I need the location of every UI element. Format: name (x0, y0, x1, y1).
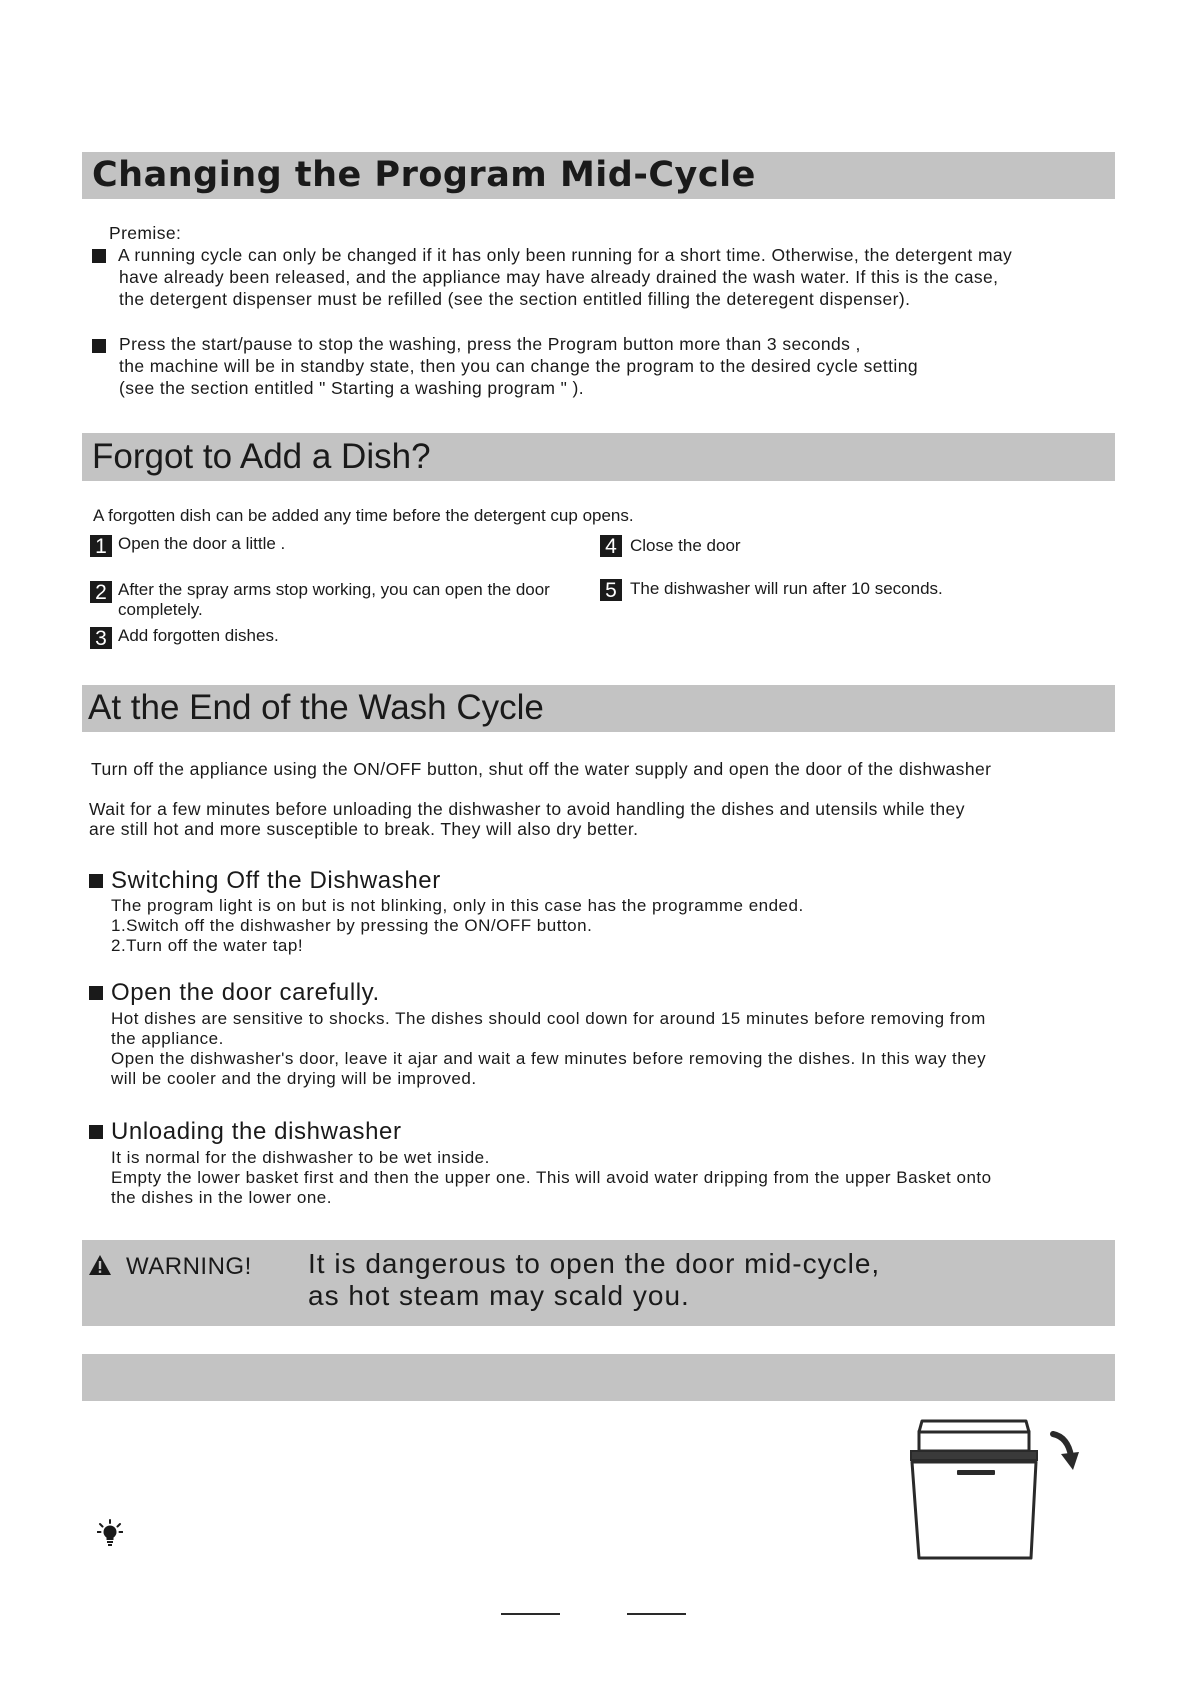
end-cycle-para: Wait for a few minutes before unloading the dishwasher to avoid handling the dishes and utensils while they (89, 799, 965, 819)
step-text-4: Close the door (630, 536, 741, 555)
step-text-1: Open the door a little . (118, 534, 286, 553)
end-cycle-para: Turn off the appliance using the ON/OFF button, shut off the water supply and open the door of the dishwasher (91, 759, 992, 779)
step-text-2: After the spray arms stop working, you can open the door (118, 580, 550, 599)
section-title-end-of-cycle: At the End of the Wash Cycle (88, 688, 544, 727)
subheading-unloading: Unloading the dishwasher (111, 1118, 402, 1145)
switching-off-line: 1.Switch off the dishwasher by pressing the ON/OFF button. (111, 916, 593, 935)
premise-line: A running cycle can only be changed if it has only been running for a short time. Otherwise, the detergent may (118, 245, 1013, 265)
open-door-line: will be cooler and the drying will be improved. (111, 1069, 477, 1088)
footer-rule-right (627, 1613, 686, 1615)
open-door-line: the appliance. (111, 1029, 224, 1048)
bullet-square-icon (89, 1125, 103, 1139)
step-number-1: 1 (90, 535, 112, 557)
step-number-3: 3 (90, 627, 112, 649)
instruction-line: the machine will be in standby state, then you can change the program to the desired cycle setting (119, 356, 918, 376)
premise-line: have already been released, and the appliance may have already drained the wash water. If this is the case, (119, 267, 999, 287)
section-title-changing-program: Changing the Program Mid-Cycle (92, 155, 756, 195)
lightbulb-icon (97, 1519, 123, 1547)
open-door-line: Hot dishes are sensitive to shocks. The dishes should cool down for around 15 minutes before removing from (111, 1009, 986, 1028)
warning-triangle-icon (88, 1254, 112, 1276)
switching-off-line: The program light is on but is not blinking, only in this case has the programme ended. (111, 896, 804, 915)
section-header-band (82, 685, 1115, 732)
empty-header-band (82, 1354, 1115, 1401)
dishwasher-door-icon (905, 1418, 1095, 1568)
step-text-3: Add forgotten dishes. (118, 626, 279, 645)
footer-rule-left (501, 1613, 560, 1615)
bullet-square-icon (92, 339, 106, 353)
step-text-2-cont: completely. (118, 600, 203, 619)
bullet-square-icon (89, 986, 103, 1000)
warning-text-line: It is dangerous to open the door mid-cycle, (308, 1248, 881, 1279)
end-cycle-para: are still hot and more susceptible to break. They will also dry better. (89, 819, 639, 839)
unloading-line: It is normal for the dishwasher to be wet inside. (111, 1148, 490, 1167)
unloading-line: Empty the lower basket first and then the upper one. This will avoid water dripping from the upper Basket onto (111, 1168, 992, 1187)
warning-label: WARNING! (126, 1253, 252, 1280)
subheading-open-door: Open the door carefully. (111, 979, 380, 1006)
bullet-square-icon (89, 874, 103, 888)
step-number-2: 2 (90, 581, 112, 603)
step-number-5: 5 (600, 579, 622, 601)
step-number-4: 4 (600, 535, 622, 557)
bullet-square-icon (92, 249, 106, 263)
instruction-line: Press the start/pause to stop the washing, press the Program button more than 3 seconds , (119, 334, 861, 354)
open-door-line: Open the dishwasher's door, leave it ajar and wait a few minutes before removing the dishes. In this way they (111, 1049, 987, 1068)
premise-label: Premise: (109, 223, 182, 243)
section-title-forgot-dish: Forgot to Add a Dish? (92, 437, 431, 476)
warning-box (82, 1240, 1115, 1326)
switching-off-line: 2.Turn off the water tap! (111, 936, 304, 955)
subheading-switching-off: Switching Off the Dishwasher (111, 867, 441, 894)
premise-line: the detergent dispenser must be refilled (see the section entitled filling the deteregent dispenser). (119, 289, 911, 309)
section-header-band (82, 433, 1115, 481)
warning-text-line: as hot steam may scald you. (308, 1280, 690, 1311)
unloading-line: the dishes in the lower one. (111, 1188, 332, 1207)
forgot-dish-intro: A forgotten dish can be added any time before the detergent cup opens. (93, 506, 634, 525)
instruction-line: (see the section entitled " Starting a washing program " ). (119, 378, 584, 398)
step-text-5: The dishwasher will run after 10 seconds. (630, 579, 943, 598)
section-header-band (82, 152, 1115, 199)
